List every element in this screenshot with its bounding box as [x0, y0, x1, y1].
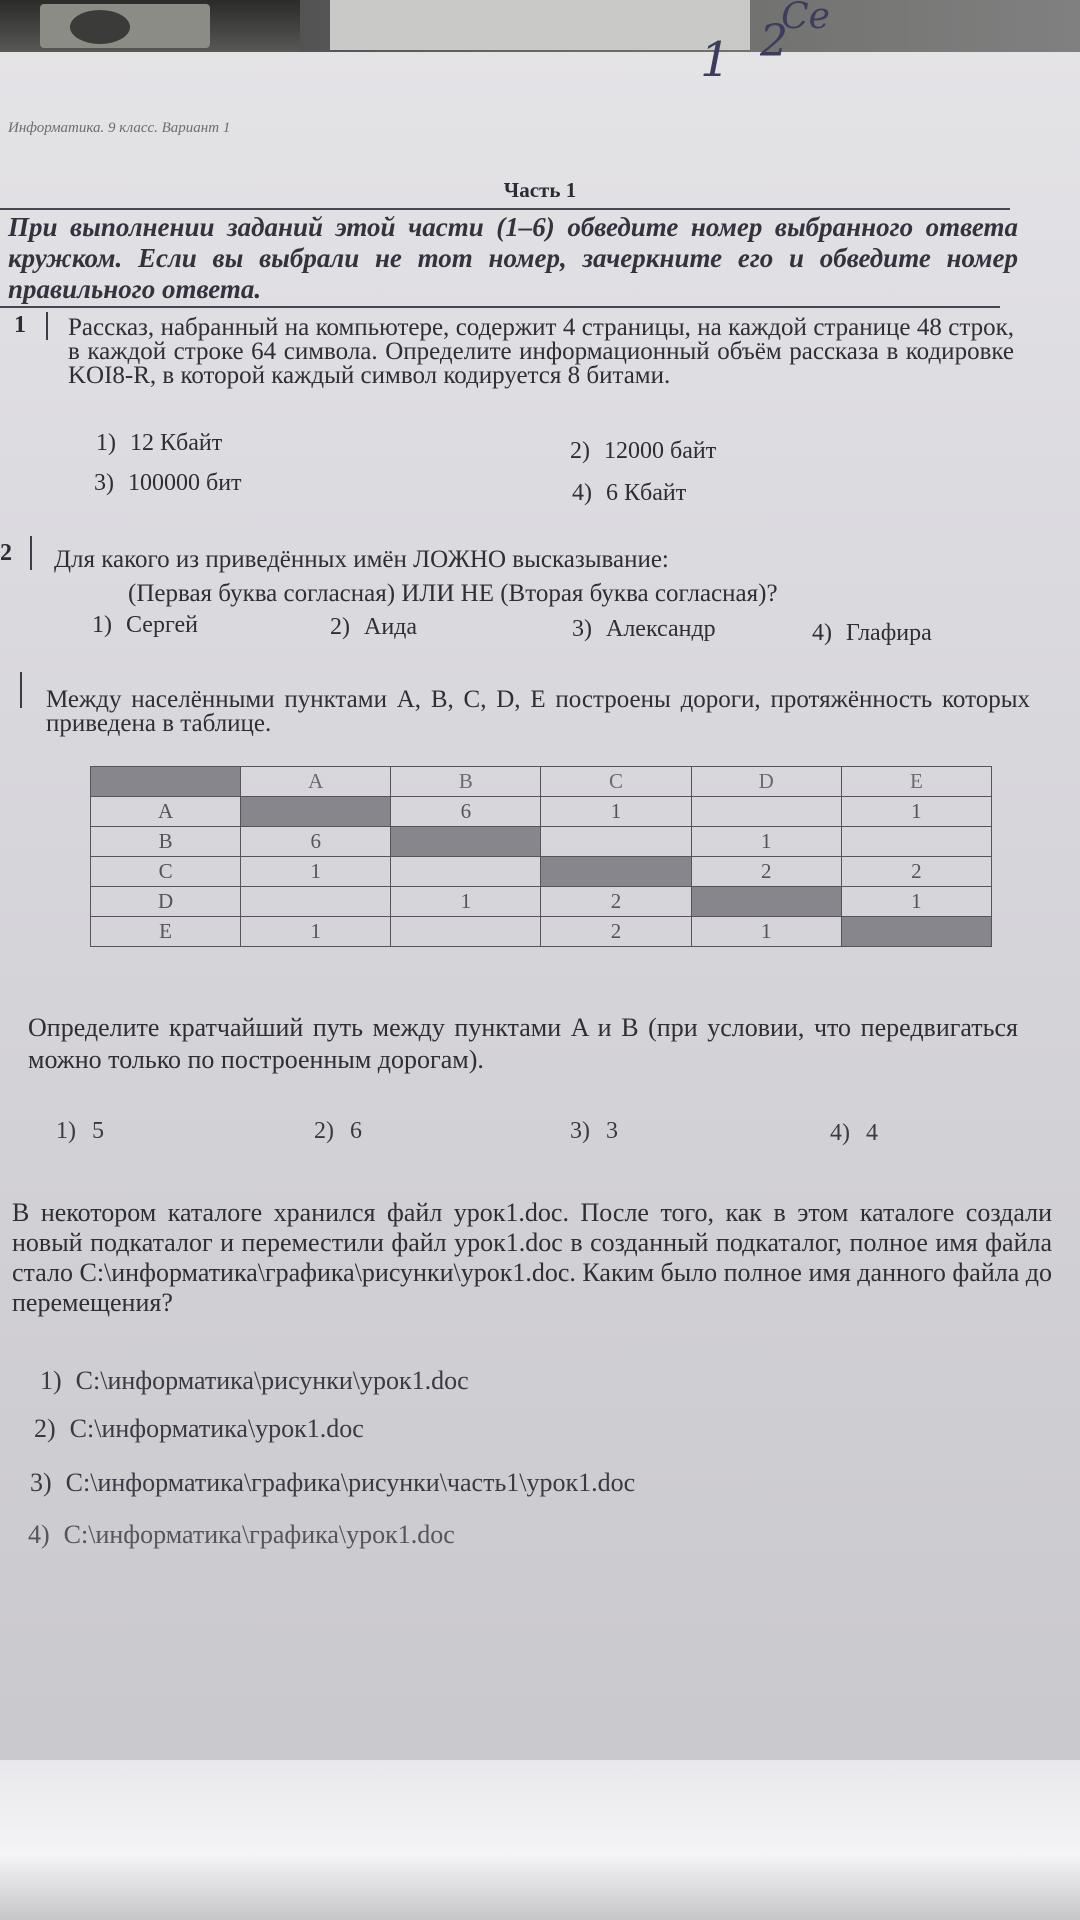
- table-cell-diagonal: [391, 827, 541, 857]
- table-row: [91, 827, 992, 857]
- option-text: 100000 бит: [128, 470, 242, 496]
- book-photo: [40, 4, 210, 48]
- divider-bottom: [0, 306, 1000, 308]
- question-2-option-2[interactable]: [330, 614, 417, 641]
- table-cell: 1: [241, 917, 391, 947]
- option-number: 4): [830, 1120, 850, 1146]
- option-text: C:\информатика\урок1.doc: [69, 1414, 364, 1443]
- question-3-option-4[interactable]: [830, 1120, 878, 1147]
- table-cell: 2: [541, 887, 691, 917]
- table-row: [91, 917, 992, 947]
- option-text: Глафира: [846, 620, 932, 646]
- book-corner: [0, 0, 300, 55]
- option-text: 5: [92, 1118, 104, 1144]
- table-cell: 2: [541, 917, 691, 947]
- handwriting-number-2: 2: [760, 16, 788, 67]
- question-4-option-4[interactable]: [28, 1520, 455, 1550]
- table-cell: [391, 917, 541, 947]
- option-text: 6: [350, 1118, 362, 1144]
- paper-scrap: [330, 0, 750, 50]
- option-number: 1): [40, 1366, 62, 1395]
- table-cell-diagonal: [541, 857, 691, 887]
- option-number: 1): [96, 430, 116, 456]
- option-number: 1): [56, 1118, 76, 1144]
- table-cell: [691, 797, 841, 827]
- option-number: 4): [28, 1520, 50, 1549]
- question-3-option-1[interactable]: [56, 1118, 104, 1145]
- table-cell-diagonal: [241, 797, 391, 827]
- table-cell: 6: [391, 797, 541, 827]
- table-cell: 1: [691, 827, 841, 857]
- divider-top: [0, 208, 1010, 210]
- question-4-text: В некотором каталоге хранился файл урок1.doc. После того, как в этом каталоге создали новый подкаталог и переместили файл урок1.doc в созданный подкаталог, полное имя файла стало C:\информатика\графика\рисунки\урок1.doc. Каким было полное имя данного файла до перемещения?: [12, 1198, 1052, 1317]
- table-row-label: C: [91, 857, 241, 887]
- option-number: 4): [812, 620, 832, 646]
- question-2-line-1: Для какого из приведённых имён ЛОЖНО высказывание:: [54, 546, 669, 573]
- option-number: 3): [94, 470, 114, 496]
- question-3-option-2[interactable]: [314, 1118, 362, 1145]
- option-text: Сергей: [126, 612, 198, 638]
- table-header-cell: E: [841, 767, 991, 797]
- part-title: Часть 1: [503, 178, 577, 202]
- table-row-label: A: [91, 797, 241, 827]
- table-cell: [541, 827, 691, 857]
- table-cell: [391, 857, 541, 887]
- table-row: [91, 857, 992, 887]
- table-cell: 2: [841, 857, 991, 887]
- option-text: Александр: [606, 616, 716, 642]
- table-cell: 1: [691, 917, 841, 947]
- table-header-row: [91, 767, 992, 797]
- table-cell-diagonal: [841, 917, 991, 947]
- page-bottom-fold: [0, 1760, 1080, 1920]
- handwriting-number-1: 1: [700, 32, 731, 88]
- question-3-text: Между населёнными пунктами A, B, C, D, E построены дороги, протяжённость которых приведена в таблице.: [46, 686, 1030, 737]
- option-number: 4): [572, 480, 592, 506]
- option-number: 2): [314, 1118, 334, 1144]
- question-1-bar: [46, 312, 48, 340]
- table-row: [91, 797, 992, 827]
- table-row-label: E: [91, 917, 241, 947]
- instructions: При выполнении заданий этой части (1–6) обведите номер выбранного ответа кружком. Если вы выбрали не тот номер, зачеркните его и обведите номер правильного ответа.: [8, 212, 1018, 304]
- question-4-option-3[interactable]: [30, 1468, 635, 1498]
- question-1-number: 1: [14, 312, 26, 338]
- table-row: [91, 887, 992, 917]
- question-1-option-3[interactable]: [94, 470, 242, 497]
- table-cell-diagonal: [691, 887, 841, 917]
- question-1-text: Рассказ, набранный на компьютере, содержит 4 страницы, на каждой странице 48 строк, в каждой строке 64 символа. Определите информационный объём рассказа в кодировке KOI8-R, в которой каждый символ кодируется 8 битами.: [68, 314, 1014, 389]
- question-2-line-2: (Первая буква согласная) ИЛИ НЕ (Вторая буква согласная)?: [128, 580, 778, 607]
- table-row-label: B: [91, 827, 241, 857]
- table-cell: 1: [541, 797, 691, 827]
- table-cell: 1: [391, 887, 541, 917]
- table-corner-cell: [91, 767, 241, 797]
- table-header-cell: B: [391, 767, 541, 797]
- table-cell: 1: [241, 857, 391, 887]
- option-number: 3): [570, 1118, 590, 1144]
- option-text: 12 Кбайт: [130, 430, 223, 456]
- question-3-prompt: Определите кратчайший путь между пунктами A и B (при условии, что передвигаться можно только по построенным дорогам).: [28, 1013, 1018, 1074]
- option-text: Аида: [364, 614, 418, 640]
- table-cell: 1: [841, 797, 991, 827]
- option-number: 3): [30, 1468, 52, 1497]
- option-text: 3: [606, 1118, 618, 1144]
- question-2-number: 2: [0, 540, 12, 566]
- option-text: C:\информатика\рисунки\урок1.doc: [75, 1366, 469, 1395]
- option-number: 2): [570, 438, 590, 464]
- table-cell: [841, 827, 991, 857]
- question-3-option-3[interactable]: [570, 1118, 618, 1145]
- question-3-bar: [20, 672, 22, 708]
- table-header-cell: D: [691, 767, 841, 797]
- table-cell: 1: [841, 887, 991, 917]
- table-cell: 6: [241, 827, 391, 857]
- option-number: 3): [572, 616, 592, 642]
- question-4-option-1[interactable]: [40, 1366, 469, 1396]
- handwriting-note: Се: [781, 0, 830, 37]
- distance-table: [90, 766, 992, 947]
- page-header: Информатика. 9 класс. Вариант 1: [8, 120, 231, 136]
- table-cell: 2: [691, 857, 841, 887]
- question-1-option-2[interactable]: [570, 438, 716, 465]
- option-text: 12000 байт: [604, 438, 717, 464]
- question-2-option-1[interactable]: [92, 612, 198, 639]
- question-2-option-4[interactable]: [812, 620, 932, 647]
- option-number: 1): [92, 612, 112, 638]
- table-header-cell: C: [541, 767, 691, 797]
- option-text: 4: [866, 1120, 878, 1146]
- question-1-option-1[interactable]: [96, 430, 222, 457]
- table-cell: [241, 887, 391, 917]
- question-4-option-2[interactable]: [34, 1414, 364, 1444]
- option-number: 2): [34, 1414, 56, 1443]
- option-text: C:\информатика\графика\рисунки\часть1\урок1.doc: [65, 1468, 636, 1497]
- option-number: 2): [330, 614, 350, 640]
- table-row-label: D: [91, 887, 241, 917]
- question-2-option-3[interactable]: [572, 616, 716, 643]
- table-header-cell: A: [241, 767, 391, 797]
- question-1-option-4[interactable]: [572, 480, 686, 507]
- option-text: C:\информатика\графика\урок1.doc: [63, 1520, 455, 1549]
- question-2-bar: [30, 536, 32, 570]
- option-text: 6 Кбайт: [606, 480, 687, 506]
